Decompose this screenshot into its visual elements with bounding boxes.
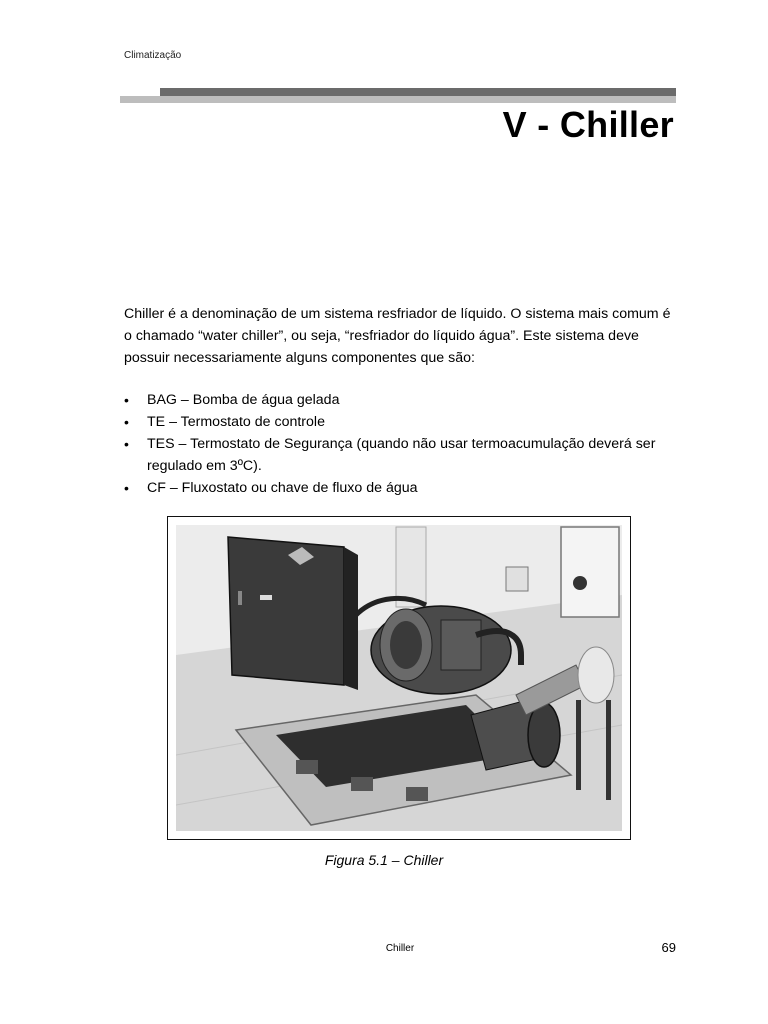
control-cabinet [228, 537, 344, 685]
chiller-illustration [176, 525, 622, 831]
wall-switch [506, 567, 528, 591]
components-list [124, 389, 676, 499]
chapter-title: V - Chiller [502, 104, 674, 145]
gauge [573, 576, 587, 590]
list-item: • TES – Termostato de Segurança (quando não usar termoacumulação deverá ser regulado em 3ºC). [124, 433, 676, 477]
footer-label: Chiller [385, 943, 415, 954]
list-item: • TE – Termostato de controle [124, 411, 676, 433]
list-item: • CF – Fluxostato ou chave de fluxo de água [124, 477, 676, 499]
intro-paragraph: Chiller é a denominação de um sistema resfriador de líquido. O sistema mais comum é o chamado “water chiller”, ou seja, “resfriador do líquido água”. Este sistema deve possuir necessariamente alguns componentes que são: [124, 306, 671, 366]
title-rule-dark [160, 88, 676, 96]
page-number: 69 [661, 940, 676, 955]
title-rule-light [120, 96, 676, 103]
figure-caption: Figura 5.1 – Chiller [324, 852, 444, 868]
chiller-photo [167, 516, 631, 840]
list-item: • BAG – Bomba de água gelada [124, 389, 676, 411]
running-header: Climatização [124, 50, 182, 61]
wall-panel [561, 527, 619, 617]
